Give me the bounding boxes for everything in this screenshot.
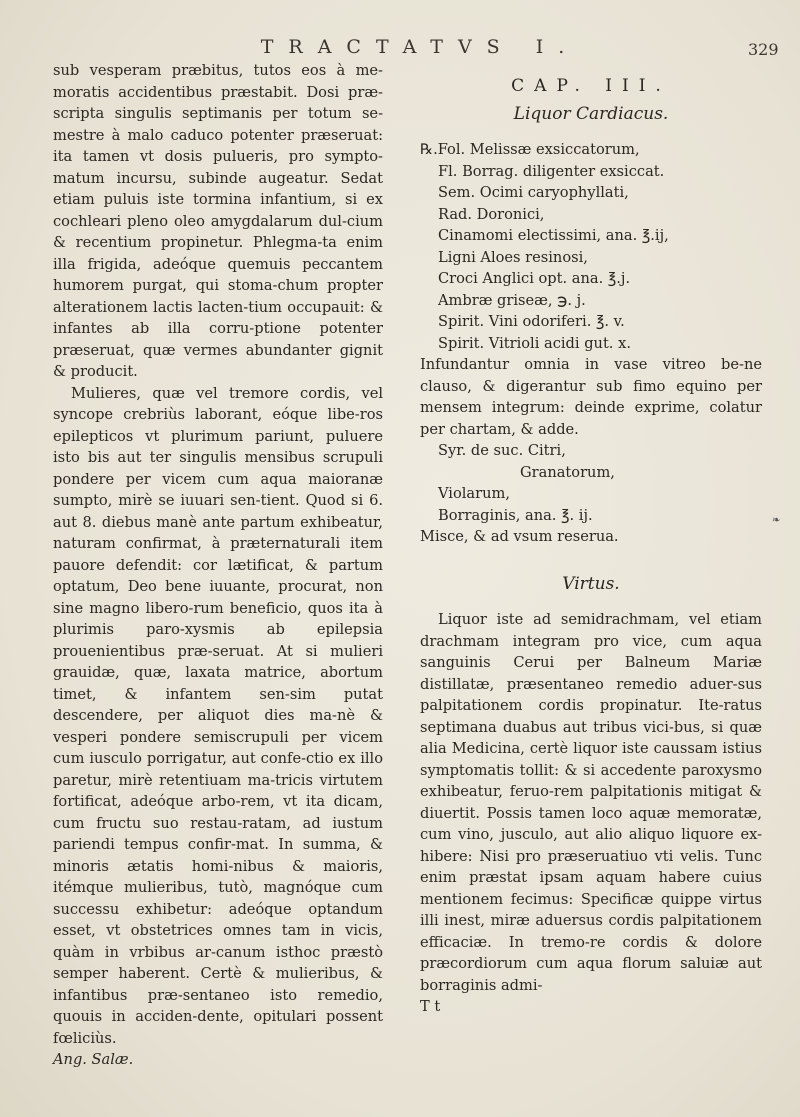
- recipe-line: ℞.Fol. Melissæ exsiccatorum,: [420, 141, 640, 158]
- misce-line: Misce, & ad vsum reserua.: [420, 528, 619, 545]
- recipe-line: Rad. Doronici,: [438, 205, 545, 223]
- running-title: TRACTATVS I.: [260, 36, 580, 58]
- recipe-line: Ambræ griseæ, ℈. j.: [438, 291, 586, 309]
- recipe-list: [420, 139, 762, 354]
- virtus-heading: Virtus.: [562, 573, 620, 594]
- chapter-heading: CAP. III.: [511, 76, 671, 96]
- instruction: Infundantur omnia in vase vitreo be-ne clauso, & digerantur sub fimo equino per mensem integrum: deinde exprime, colatur per chartam, & adde.: [420, 356, 762, 438]
- virtus-paragraph: Liquor iste ad semidrachmam, vel etiam drachmam integram pro vice, cum aqua sanguinis Cerui per Balneum Mariæ distillatæ, præsentaneo remedio aduer-sus palpitationem cordis propinatur. Ite-ratus septimana duabus aut tribus vici-bus, si quæ alia Medicina, certè liquor iste caussam istius symptomatis tollit: & si accedente paroxysmo exhibeatur, feruo-rem palpitationis mitigat & diuertit. Possis tamen loco aquæ memoratæ, cum vino, jusculo, aut alio aliquo liquore ex-hibere: Nisi pro præseruatiuo vti velis. Tunc enim præstat ipsam aquam habere cuius mentionem fecimus: Specificæ quippe virtus illi inest, miræ aduersus cordis palpitationem efficaciæ. In tremo-re cordis & dolore præcordiorum cum aqua florum saluiæ aut borraginis admi-: [420, 611, 762, 994]
- right-column: [420, 60, 762, 1018]
- recipe-line: Sem. Ocimi caryophyllati,: [438, 184, 629, 201]
- catchword: Ang. Salæ.: [53, 1051, 134, 1068]
- recipe-line: Borraginis, ana. ℥. ij.: [438, 506, 593, 524]
- recipe-line: Spirit. Vitrioli acidi gut. x.: [438, 334, 631, 352]
- recipe-line: Cinamomi electissimi, ana. ℥.ij,: [438, 227, 669, 244]
- chapter-title: Liquor Cardiacus.: [513, 103, 669, 124]
- recipe-line: Ligni Aloes resinosi,: [438, 248, 588, 266]
- recipe-line: Fl. Borrag. diligenter exsiccat.: [438, 162, 665, 180]
- left-column: [53, 60, 383, 1071]
- paragraph: Mulieres, quæ vel tremore cordis, vel syncope crebriùs laborant, eóque libe-ros epilepticos vt plurimum pariunt, puluere isto bis aut ter singulis mensibus scrupuli pondere per vicem cum aqua maioranæ sumpto, mirè se iuuari sen-tient. Quod si 6. aut 8. diebus manè ante partum exhibeatur, naturam confirmat, à præternaturali item pauore defendit: cor lætificat, & partum optatum, Deo bene iuuante, procurat, non sine magno libero-rum beneficio, quos ita à plurimis paro-xysmis ab epilepsia prouenientibus præ-seruat. At si mulieri grauidæ, quæ, laxata matrice, abortum timet, & infantem sen-sim putat descendere, per aliquot dies ma-nè & vesperi pondere semiscrupuli per vicem cum iusculo porrigatur, aut confe-ctio ex illo paretur, mirè retentiuam ma-tricis virtutem fortificat, adeóque arbo-rem, vt ita dicam, cum fructu suo restau-ratam, ad iustum pariendi tempus confir-mat. In summa, & minoris ætatis homi-nibus & maioris, itémque mulieribus, tutò, magnóque cum successu exhibetur: adeóque optandum esset, vt obstetrices omnes tam in vicis, quàm in vrbibus ar-canum isthoc præstò semper haberent. Certè & mulieribus, & infantibus præ-sentaneo isto remedio, quouis in acciden-dente, opitulari possent fœliciùs.: [53, 384, 383, 1047]
- recipe-line: Spirit. Vini odoriferi. ℥. v.: [438, 313, 625, 330]
- page-number: 329: [748, 40, 779, 59]
- paragraph: sub vesperam præbitus, tutos eos à me-moratis accidentibus præstabit. Dosi præ-scripta singulis septimanis per totum se-mestre à malo caduco potenter præseruat: ita tamen vt dosis pulueris, pro sympto-matum incursu, subinde augeatur. Sedat etiam puluis iste tormina infantium, si ex cochleari pleno oleo amygdalarum dul-cium & recentium propinetur. Phlegma-ta enim illa frigida, adeóque quemuis peccantem humorem purgat, qui stoma-chum propter alterationem lactis lacten-tium occupauit: & infantes ab illa corru-ptione potenter præseruat, quæ vermes abundanter gignit & producit.: [53, 62, 383, 380]
- signature-mark: T t: [420, 998, 441, 1015]
- recipe-line: Syr. de suc. Citri,: [438, 442, 566, 459]
- recipe-line: Granatorum,: [520, 463, 615, 481]
- margin-ornament-icon: ❧: [772, 515, 781, 526]
- recipe-line: Croci Anglici opt. ana. ℥.j.: [438, 270, 631, 287]
- recipe-line: Violarum,: [438, 485, 510, 502]
- syrup-list: [420, 440, 762, 526]
